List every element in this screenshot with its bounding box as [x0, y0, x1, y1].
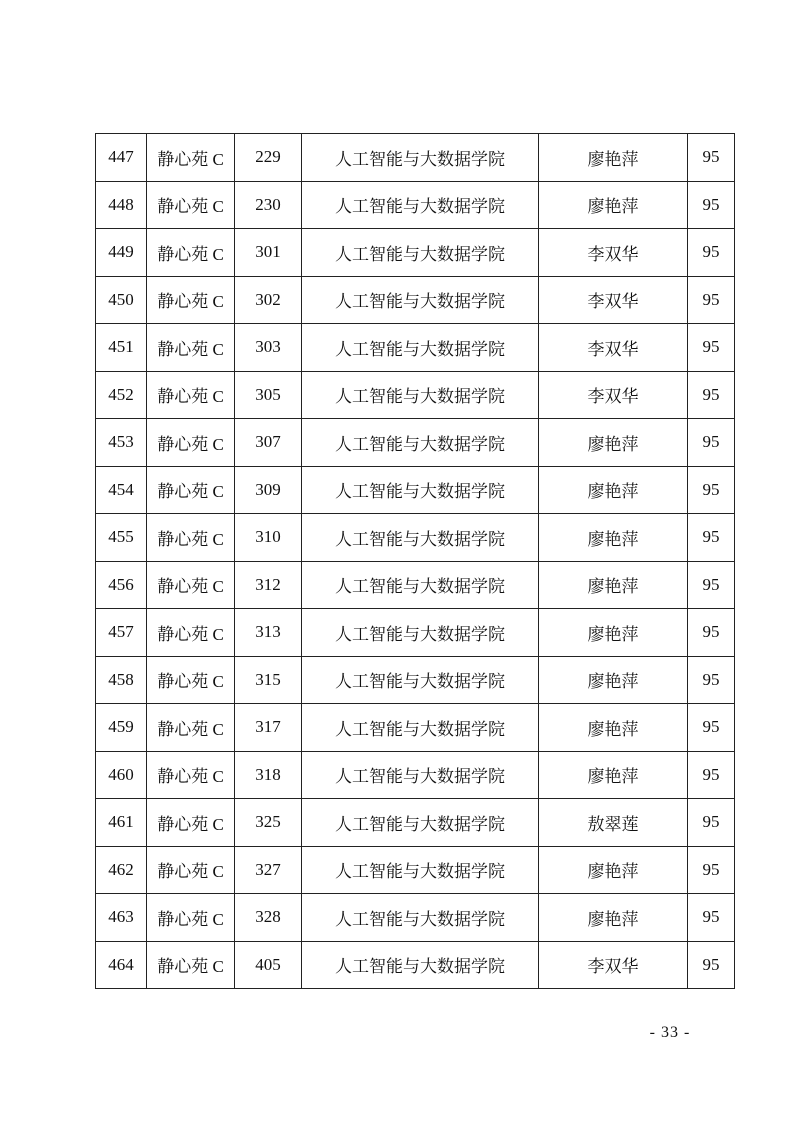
building-cell: 静心苑 C: [147, 561, 235, 609]
table-row: [96, 799, 735, 847]
college-cell: 人工智能与大数据学院: [302, 894, 539, 942]
score-cell: 95: [688, 134, 735, 182]
room-number-cell: 301: [235, 229, 302, 277]
score-cell: 95: [688, 324, 735, 372]
table-row: [96, 229, 735, 277]
score-cell: 95: [688, 276, 735, 324]
row-number-cell: 458: [96, 656, 147, 704]
room-number-cell: 328: [235, 894, 302, 942]
person-in-charge-cell: 廖艳萍: [539, 419, 688, 467]
room-number-cell: 229: [235, 134, 302, 182]
person-in-charge-cell: 廖艳萍: [539, 751, 688, 799]
building-cell: 静心苑 C: [147, 229, 235, 277]
building-cell: 静心苑 C: [147, 324, 235, 372]
table-row: [96, 276, 735, 324]
person-in-charge-cell: 李双华: [539, 229, 688, 277]
row-number-cell: 454: [96, 466, 147, 514]
building-cell: 静心苑 C: [147, 704, 235, 752]
college-cell: 人工智能与大数据学院: [302, 371, 539, 419]
score-cell: 95: [688, 751, 735, 799]
row-number-cell: 462: [96, 846, 147, 894]
row-number-cell: 461: [96, 799, 147, 847]
college-cell: 人工智能与大数据学院: [302, 181, 539, 229]
row-number-cell: 463: [96, 894, 147, 942]
score-cell: 95: [688, 799, 735, 847]
college-cell: 人工智能与大数据学院: [302, 656, 539, 704]
person-in-charge-cell: 廖艳萍: [539, 609, 688, 657]
table-row: [96, 609, 735, 657]
row-number-cell: 456: [96, 561, 147, 609]
person-in-charge-cell: 廖艳萍: [539, 894, 688, 942]
score-cell: 95: [688, 941, 735, 989]
row-number-cell: 453: [96, 419, 147, 467]
person-in-charge-cell: 李双华: [539, 276, 688, 324]
person-in-charge-cell: 廖艳萍: [539, 181, 688, 229]
building-cell: 静心苑 C: [147, 134, 235, 182]
college-cell: 人工智能与大数据学院: [302, 134, 539, 182]
college-cell: 人工智能与大数据学院: [302, 561, 539, 609]
table-row: [96, 704, 735, 752]
college-cell: 人工智能与大数据学院: [302, 466, 539, 514]
building-cell: 静心苑 C: [147, 419, 235, 467]
score-cell: 95: [688, 514, 735, 562]
table-row: [96, 324, 735, 372]
table-row: [96, 656, 735, 704]
college-cell: 人工智能与大数据学院: [302, 704, 539, 752]
college-cell: 人工智能与大数据学院: [302, 419, 539, 467]
score-cell: 95: [688, 704, 735, 752]
person-in-charge-cell: 廖艳萍: [539, 561, 688, 609]
row-number-cell: 460: [96, 751, 147, 799]
table-row: [96, 371, 735, 419]
room-number-cell: 310: [235, 514, 302, 562]
building-cell: 静心苑 C: [147, 276, 235, 324]
row-number-cell: 464: [96, 941, 147, 989]
score-cell: 95: [688, 371, 735, 419]
room-number-cell: 317: [235, 704, 302, 752]
row-number-cell: 447: [96, 134, 147, 182]
table-row: [96, 419, 735, 467]
building-cell: 静心苑 C: [147, 799, 235, 847]
row-number-cell: 448: [96, 181, 147, 229]
room-number-cell: 315: [235, 656, 302, 704]
table-row: [96, 751, 735, 799]
score-cell: 95: [688, 561, 735, 609]
room-number-cell: 305: [235, 371, 302, 419]
table-row: [96, 466, 735, 514]
table-row: [96, 514, 735, 562]
person-in-charge-cell: 李双华: [539, 941, 688, 989]
room-number-cell: 318: [235, 751, 302, 799]
room-number-cell: 302: [235, 276, 302, 324]
college-cell: 人工智能与大数据学院: [302, 751, 539, 799]
row-number-cell: 451: [96, 324, 147, 372]
person-in-charge-cell: 廖艳萍: [539, 656, 688, 704]
person-in-charge-cell: 廖艳萍: [539, 704, 688, 752]
row-number-cell: 457: [96, 609, 147, 657]
score-cell: 95: [688, 846, 735, 894]
row-number-cell: 459: [96, 704, 147, 752]
room-number-cell: 313: [235, 609, 302, 657]
person-in-charge-cell: 廖艳萍: [539, 466, 688, 514]
score-cell: 95: [688, 656, 735, 704]
person-in-charge-cell: 李双华: [539, 324, 688, 372]
building-cell: 静心苑 C: [147, 181, 235, 229]
table-row: [96, 181, 735, 229]
building-cell: 静心苑 C: [147, 466, 235, 514]
page-number: - 33 -: [649, 1024, 691, 1041]
dormitory-score-table: [95, 133, 735, 989]
table-row: [96, 134, 735, 182]
room-number-cell: 325: [235, 799, 302, 847]
college-cell: 人工智能与大数据学院: [302, 514, 539, 562]
person-in-charge-cell: 敖翠莲: [539, 799, 688, 847]
row-number-cell: 455: [96, 514, 147, 562]
person-in-charge-cell: 李双华: [539, 371, 688, 419]
person-in-charge-cell: 廖艳萍: [539, 846, 688, 894]
building-cell: 静心苑 C: [147, 751, 235, 799]
row-number-cell: 452: [96, 371, 147, 419]
score-cell: 95: [688, 609, 735, 657]
person-in-charge-cell: 廖艳萍: [539, 134, 688, 182]
table-row: [96, 894, 735, 942]
college-cell: 人工智能与大数据学院: [302, 324, 539, 372]
college-cell: 人工智能与大数据学院: [302, 276, 539, 324]
college-cell: 人工智能与大数据学院: [302, 799, 539, 847]
room-number-cell: 312: [235, 561, 302, 609]
table-row: [96, 941, 735, 989]
score-cell: 95: [688, 894, 735, 942]
college-cell: 人工智能与大数据学院: [302, 609, 539, 657]
building-cell: 静心苑 C: [147, 371, 235, 419]
person-in-charge-cell: 廖艳萍: [539, 514, 688, 562]
building-cell: 静心苑 C: [147, 846, 235, 894]
room-number-cell: 405: [235, 941, 302, 989]
table-row: [96, 846, 735, 894]
score-cell: 95: [688, 466, 735, 514]
building-cell: 静心苑 C: [147, 894, 235, 942]
room-number-cell: 303: [235, 324, 302, 372]
score-cell: 95: [688, 419, 735, 467]
table-body: [96, 134, 735, 989]
building-cell: 静心苑 C: [147, 514, 235, 562]
college-cell: 人工智能与大数据学院: [302, 846, 539, 894]
table-row: [96, 561, 735, 609]
row-number-cell: 450: [96, 276, 147, 324]
building-cell: 静心苑 C: [147, 656, 235, 704]
college-cell: 人工智能与大数据学院: [302, 941, 539, 989]
room-number-cell: 309: [235, 466, 302, 514]
building-cell: 静心苑 C: [147, 941, 235, 989]
row-number-cell: 449: [96, 229, 147, 277]
score-cell: 95: [688, 181, 735, 229]
college-cell: 人工智能与大数据学院: [302, 229, 539, 277]
building-cell: 静心苑 C: [147, 609, 235, 657]
score-cell: 95: [688, 229, 735, 277]
room-number-cell: 307: [235, 419, 302, 467]
room-number-cell: 230: [235, 181, 302, 229]
room-number-cell: 327: [235, 846, 302, 894]
